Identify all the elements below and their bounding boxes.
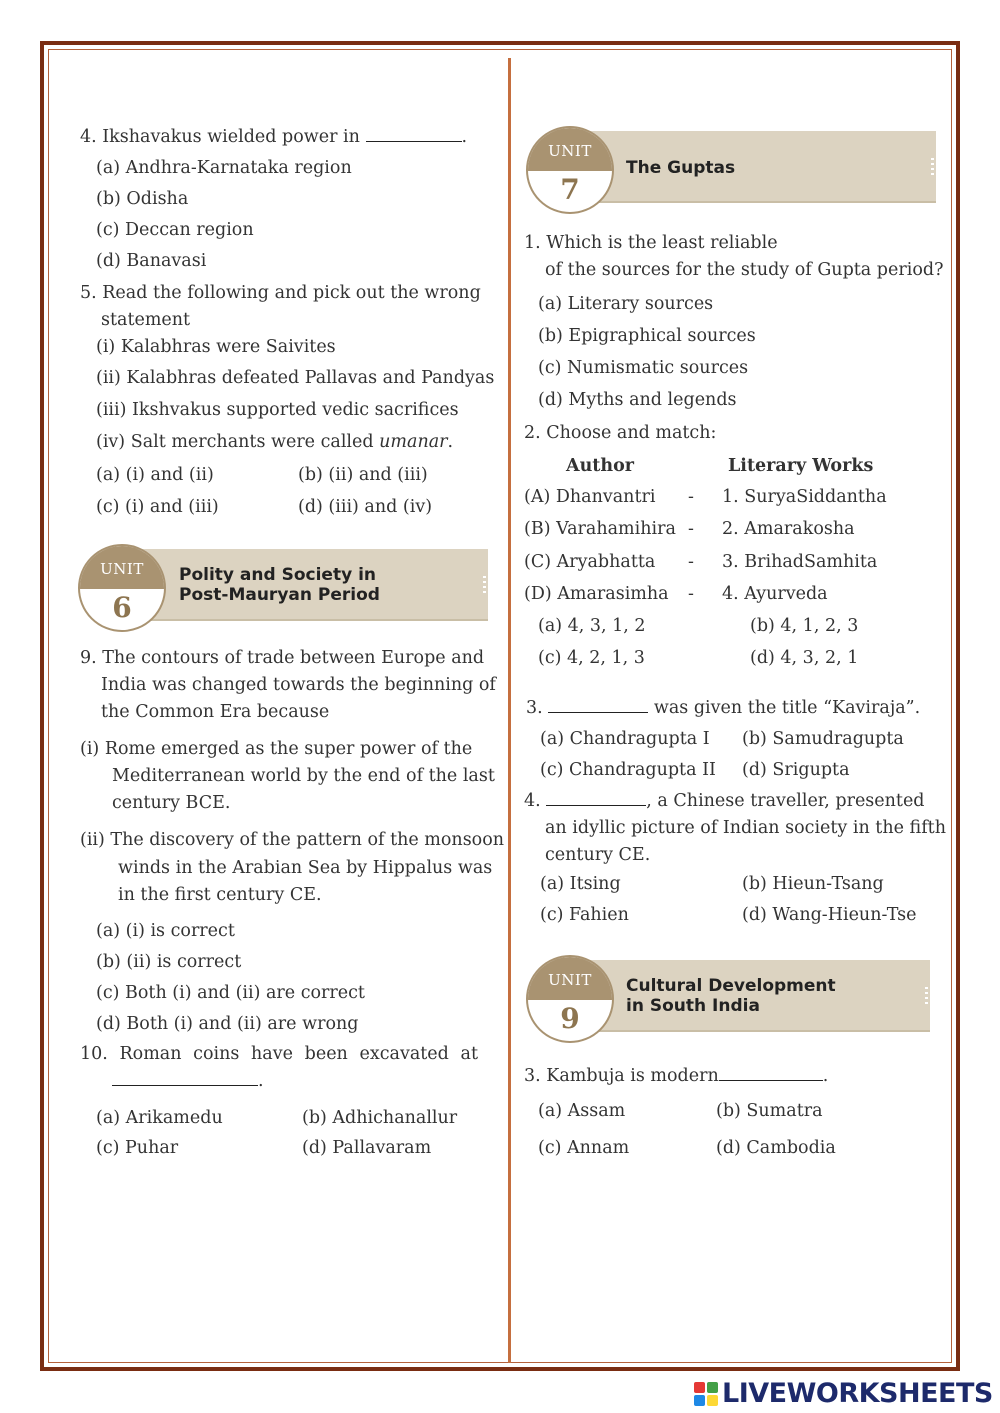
option-b[interactable]: (b) Hieun-Tsang [742, 874, 884, 894]
option-d[interactable]: (d) Myths and legends [538, 390, 737, 410]
author-column-header: Author [566, 456, 635, 476]
option-c[interactable]: (c) Fahien [540, 905, 629, 925]
unit-6-banner [78, 544, 488, 634]
statement-iv: (iv) Salt merchants were called umanar. [96, 432, 454, 452]
unit-banner-bar [566, 131, 936, 203]
option-a[interactable]: (a) Chandragupta I [540, 729, 710, 749]
option-d[interactable]: (d) Both (i) and (ii) are wrong [96, 1014, 359, 1034]
question-3-kambuja-stem: 3. Kambuja is modern . [524, 1066, 829, 1086]
option-d[interactable]: (d) Wang-Hieun-Tse [742, 905, 917, 925]
question-4-stem: 4. Ikshavakus wielded power in . [80, 127, 468, 147]
match-author: (B) Varahamihira [524, 519, 676, 539]
answer-blank[interactable] [112, 1085, 258, 1086]
option-c[interactable]: (c) Chandragupta II [540, 760, 716, 780]
question-10-blank-line: . [112, 1073, 264, 1091]
option-a[interactable]: (a) (i) is correct [96, 921, 235, 941]
question-5-stem-cont: statement [101, 310, 191, 330]
statement-ii: (ii) The discovery of the pattern of the monsoon [80, 830, 505, 850]
match-dash: - [688, 519, 694, 539]
question-4-stem: 4. , a Chinese traveller, presented [524, 791, 925, 811]
option-c[interactable]: (c) Both (i) and (ii) are correct [96, 983, 365, 1003]
option-b[interactable]: (b) (ii) and (iii) [298, 465, 428, 485]
banner-dots [483, 576, 486, 594]
option-b[interactable]: (b) Odisha [96, 189, 189, 209]
question-2-stem: 2. Choose and match: [524, 423, 717, 443]
match-dash: - [688, 487, 694, 507]
option-a[interactable]: (a) Andhra-Karnataka region [96, 158, 352, 178]
option-b[interactable]: (b) Samudragupta [742, 729, 904, 749]
unit-badge [526, 126, 614, 214]
question-4-stem-cont: century CE. [545, 845, 651, 865]
answer-blank[interactable] [719, 1080, 823, 1081]
match-author: (C) Aryabhatta [524, 552, 656, 572]
statement-iii: (iii) Ikshvakus supported vedic sacrifices [96, 400, 459, 420]
statement-i-cont: century BCE. [112, 793, 231, 813]
question-9-stem-line2: India was changed towards the beginning of [101, 675, 496, 695]
unit-badge [526, 955, 614, 1043]
question-4-stem-cont: an idyllic picture of Indian society in the fifth [545, 818, 946, 838]
option-b[interactable]: (b) Adhichanallur [302, 1108, 458, 1128]
statement-ii-cont: winds in the Arabian Sea by Hippalus was [118, 858, 493, 878]
option-c[interactable]: (c) 4, 2, 1, 3 [538, 648, 645, 668]
unit-7-banner [526, 126, 936, 216]
question-9-stem-line1: 9. The contours of trade between Europe and [80, 648, 485, 668]
match-work: 1. SuryaSiddantha [722, 487, 887, 507]
unit-badge [78, 544, 166, 632]
answer-blank[interactable] [366, 141, 462, 142]
question-1-stem-cont: of the sources for the study of Gupta period? [545, 260, 944, 280]
unit-title: The Guptas [626, 158, 736, 178]
match-work: 2. Amarakosha [722, 519, 855, 539]
statement-i-cont: Mediterranean world by the end of the last [112, 766, 495, 786]
match-work: 3. BrihadSamhita [722, 552, 878, 572]
option-c[interactable]: (c) Numismatic sources [538, 358, 749, 378]
match-author: (D) Amarasimha [524, 584, 669, 604]
option-c[interactable]: (c) Deccan region [96, 220, 254, 240]
banner-dots [925, 987, 928, 1005]
question-1-stem: 1. Which is the least reliable [524, 233, 778, 253]
match-author: (A) Dhanvantri [524, 487, 656, 507]
option-a[interactable]: (a) Itsing [540, 874, 621, 894]
match-work: 4. Ayurveda [722, 584, 828, 604]
unit-label: UNIT [548, 971, 592, 989]
match-dash: - [688, 552, 694, 572]
question-9-stem-line3: the Common Era because [101, 702, 330, 722]
option-d[interactable]: (d) Cambodia [716, 1138, 836, 1158]
column-divider [508, 58, 511, 1363]
option-d[interactable]: (d) 4, 3, 2, 1 [750, 648, 859, 668]
option-b[interactable]: (b) 4, 1, 2, 3 [750, 616, 859, 636]
option-b[interactable]: (b) Epigraphical sources [538, 326, 756, 346]
unit-number: 9 [560, 1002, 580, 1035]
option-a[interactable]: (a) (i) and (ii) [96, 465, 214, 485]
option-a[interactable]: (a) 4, 3, 1, 2 [538, 616, 646, 636]
statement-i: (i) Rome emerged as the super power of the [80, 739, 473, 759]
logo-wordmark: LIVEWORKSHEETS [722, 1378, 993, 1409]
option-d[interactable]: (d) Pallavaram [302, 1138, 432, 1158]
option-a[interactable]: (a) Literary sources [538, 294, 714, 314]
unit-title: Polity and Society in Post-Mauryan Period [179, 565, 380, 605]
match-dash: - [688, 584, 694, 604]
answer-blank[interactable] [548, 712, 648, 713]
liveworksheets-logo [694, 1376, 994, 1410]
unit-label: UNIT [548, 142, 592, 160]
question-3-stem: 3. was given the title “Kaviraja”. [526, 698, 921, 718]
option-b[interactable]: (b) Sumatra [716, 1101, 823, 1121]
unit-title: Cultural Development in South India [626, 976, 836, 1016]
answer-blank[interactable] [546, 805, 646, 806]
option-b[interactable]: (b) (ii) is correct [96, 952, 242, 972]
option-c[interactable]: (c) Annam [538, 1138, 630, 1158]
works-column-header: Literary Works [728, 456, 874, 476]
option-d[interactable]: (d) (iii) and (iv) [298, 497, 433, 517]
option-a[interactable]: (a) Assam [538, 1101, 626, 1121]
logo-icon [694, 1382, 718, 1406]
option-c[interactable]: (c) Puhar [96, 1138, 179, 1158]
banner-dots [931, 158, 934, 176]
unit-number: 6 [112, 591, 132, 624]
unit-9-banner [526, 955, 930, 1045]
option-d[interactable]: (d) Banavasi [96, 251, 207, 271]
unit-number: 7 [560, 173, 580, 206]
statement-ii-cont: in the first century CE. [118, 885, 322, 905]
option-a[interactable]: (a) Arikamedu [96, 1108, 223, 1128]
statement-ii: (ii) Kalabhras defeated Pallavas and Pandyas [96, 368, 495, 388]
option-d[interactable]: (d) Srigupta [742, 760, 850, 780]
unit-label: UNIT [100, 560, 144, 578]
question-10-stem: 10. Roman coins have been excavated at [80, 1044, 478, 1064]
statement-i: (i) Kalabhras were Saivites [96, 337, 336, 357]
option-c[interactable]: (c) (i) and (iii) [96, 497, 219, 517]
question-5-stem: 5. Read the following and pick out the wrong [80, 283, 481, 303]
